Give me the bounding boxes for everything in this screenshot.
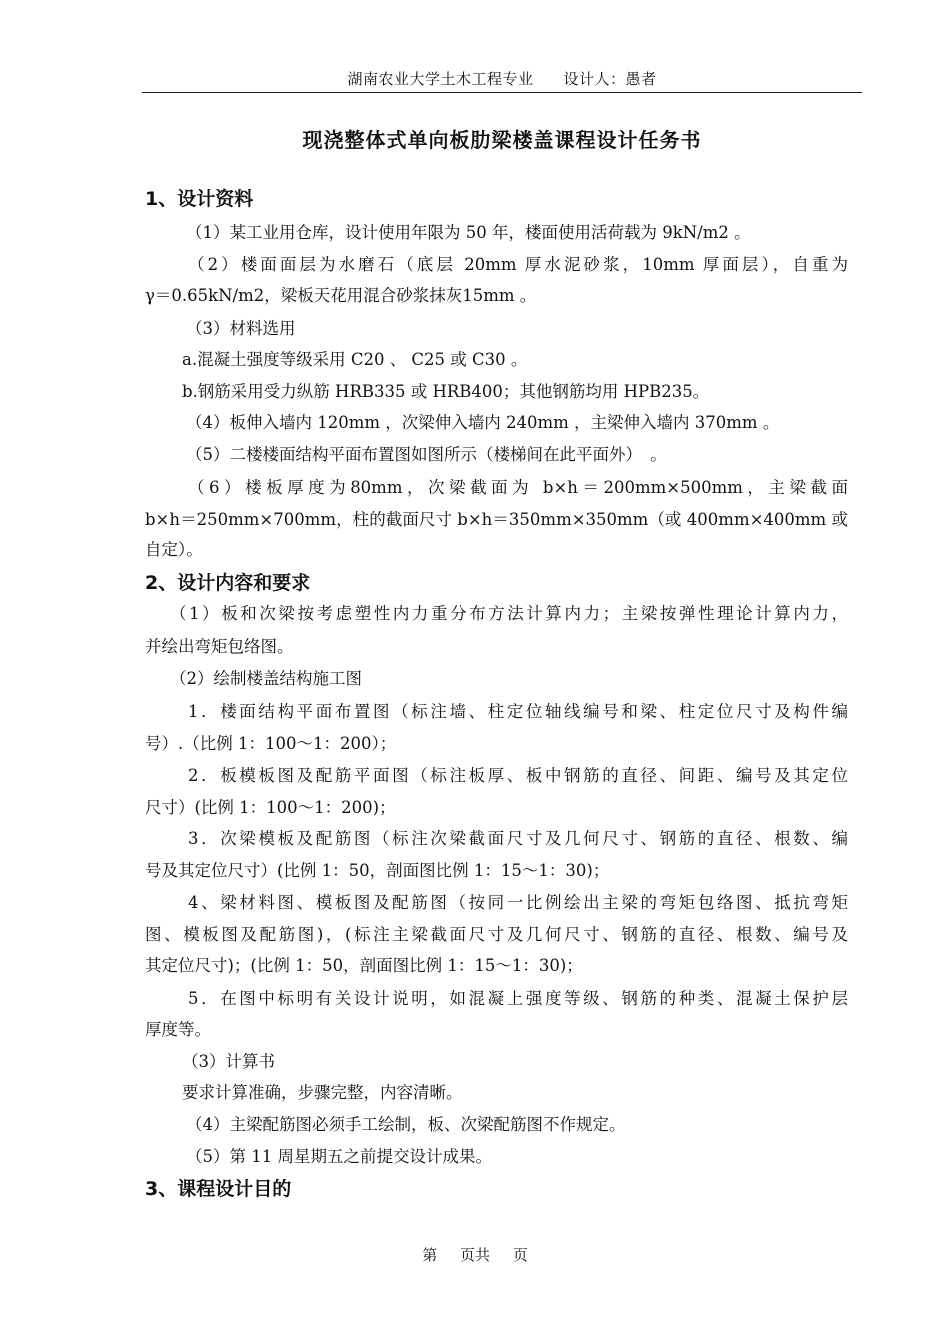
requirement-3-detail: 要求计算准确，步骤完整，内容清晰。 — [182, 1083, 463, 1102]
paragraph-6-line-2: b×h＝250mm×700mm，柱的截面尺寸 b×h＝350mm×350mm（或 400mm×400mm 或 — [145, 510, 848, 529]
item-3-line-1: 3．次梁模板及配筋图（标注次梁截面尺寸及几何尺寸、钢筋的直径、根数、编 — [188, 829, 848, 848]
page-footer — [0, 1244, 950, 1265]
section-2-heading: 2、设计内容和要求 — [145, 572, 311, 594]
header-designer: 设计人：愚者 — [563, 70, 657, 88]
item-5-line-1: 5．在图中标明有关设计说明，如混凝上强度等级、钢筋的种类、混凝土保护层 — [188, 989, 848, 1008]
item-4-line-3: 其定位尺寸)；(比例 1：50，剖面图比例 1：15～1：30)； — [145, 956, 583, 975]
requirement-1-line-2: 并绘出弯矩包络图。 — [145, 637, 294, 656]
requirement-1-line-1: （1）板和次梁按考虑塑性内力重分布方法计算内力；主梁按弹性理论计算内力， — [170, 604, 848, 623]
section-1-heading: 1、设计资料 — [145, 188, 254, 210]
item-4-line-2: 图、模板图及配筋图)，(标注主梁截面尺寸及几何尺寸、钢筋的直径、根数、编号及 — [145, 925, 848, 944]
paragraph-2-line-2: γ＝0.65kN/m2，梁板天花用混合砂浆抹灰15mm 。 — [145, 286, 537, 305]
paragraph-3: （3）材料选用 — [186, 319, 296, 338]
paragraph-1: （1）某工业用仓库，设计使用年限为 50 年，楼面使用活荷载为 9kN/m2 。 — [186, 223, 751, 242]
paragraph-2-line-1: （2）楼面面层为水磨石（底层 20mm 厚水泥砂浆，10mm 厚面层），自重为 — [188, 255, 848, 274]
requirement-3: （3）计算书 — [182, 1052, 275, 1071]
header-rule — [142, 92, 862, 93]
requirement-5: （5）第 11 周星期五之前提交设计成果。 — [186, 1147, 492, 1166]
paragraph-3a: a.混凝土强度等级采用 C20 、 C25 或 C30 。 — [182, 350, 528, 369]
paragraph-6-line-1: （6）楼板厚度为80mm，次梁截面为 b×h＝200mm×500mm，主梁截面 — [188, 478, 848, 497]
requirement-2: （2）绘制楼盖结构施工图 — [170, 669, 362, 688]
requirement-4: （4）主梁配筋图必须手工绘制，板、次梁配筋图不作规定。 — [186, 1115, 626, 1134]
footer-page-label: 第 — [422, 1246, 438, 1264]
item-2-line-1: 2．板模板图及配筋平面图（标注板厚、板中钢筋的直径、间距、编号及其定位 — [188, 766, 848, 785]
footer-page-suffix: 页 — [512, 1246, 528, 1264]
section-3-heading: 3、课程设计目的 — [145, 1178, 292, 1200]
item-3-line-2: 号及其定位尺寸）(比例 1：50，剖面图比例 1：15～1：30)； — [145, 861, 610, 880]
document-title: 现浇整体式单向板肋梁楼盖课程设计任务书 — [302, 128, 702, 152]
page-header — [142, 68, 862, 92]
item-4-line-1: 4、梁材料图、模板图及配筋图（按同一比例绘出主梁的弯矩包络图、抵抗弯矩 — [188, 893, 848, 912]
paragraph-5: （5）二楼楼面结构平面布置图如图所示（楼梯间在此平面外） 。 — [186, 445, 667, 464]
header-school: 湖南农业大学土木工程专业 — [347, 70, 534, 88]
footer-total-label: 页共 — [459, 1246, 490, 1264]
item-1-line-1: 1．楼面结构平面布置图（标注墙、柱定位轴线编号和梁、柱定位尺寸及构件编 — [188, 702, 848, 721]
item-1-line-2: 号）.（比例 1：100～1：200）； — [145, 734, 397, 753]
item-5-line-2: 厚度等。 — [145, 1020, 211, 1039]
item-2-line-2: 尺寸）(比例 1：100～1：200)； — [145, 798, 396, 817]
paragraph-4: （4）板伸入墙内 120mm ，次梁伸入墙内 240mm ，主梁伸入墙内 370mm 。 — [186, 413, 780, 432]
paragraph-3b: b.钢筋采用受力纵筋 HRB335 或 HRB400；其他钢筋均用 HPB235。 — [182, 382, 710, 401]
paragraph-6-line-3: 自定）。 — [145, 540, 203, 559]
